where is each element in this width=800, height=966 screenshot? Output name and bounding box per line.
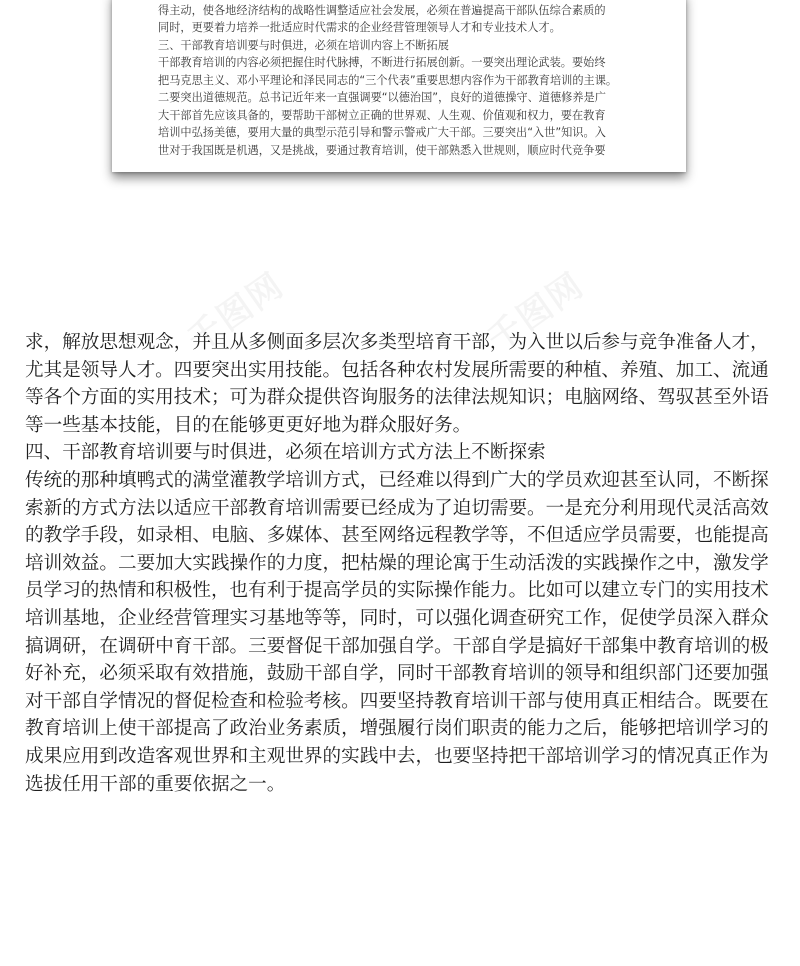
paragraph-line: 传统的那种填鸭式的满堂灌教学培训方式，已经难以得到广大的学员欢迎甚至认同，不断探 [25,469,769,491]
paragraph-line: 选拔任用干部的重要依据之一。 [25,773,286,795]
preview-line: 同时，更要着力培养一批适应时代需求的企业经营管理领导人才和专业技术人才。 [158,21,561,34]
paragraph-line: 等一些基本技能，目的在能够更更好地为群众服好务。 [25,414,472,436]
preview-text-block [158,0,646,159]
preview-line: 大干部首先应该具备的，要帮助干部树立正确的世界观、人生观、价值观和权力，要在教育 [158,108,606,122]
paragraph-line: 培训基地，企业经营管理实习基地等等，同时，可以强化调查研究工作，促使学员深入群众 [25,607,769,629]
preview-line: 培训中弘扬美德，要用大量的典型示范引导和警示警戒广大干部。三要突出“入世”知识。入 [158,126,606,139]
paragraph-line: 培训效益。二要加大实践操作的力度，把枯燥的理论寓于生动活泼的实践操作之中，激发学 [25,552,769,574]
preview-line: 得主动，使各地经济结构的战略性调整适应社会发展，必须在普遍提高干部队伍综合素质的 [158,3,606,17]
paragraph-line: 求，解放思想观念，并且从多侧面多层次多类型培育干部，为入世以后参与竞争准备人才， [25,332,769,353]
document-preview-page [112,0,686,172]
section-heading: 四、干部教育培训要与时俱进，必须在培训方式方法上不断探索 [25,442,546,464]
document-body [25,329,775,798]
paragraph-line: 好补充，必须采取有效措施，鼓励干部自学，同时干部教育培训的领导和组织部门还要加强 [25,663,769,685]
preview-line: 把马克思主义、邓小平理论和泽民同志的“三个代表”重要思想内容作为干部教育培训的主课。 [158,73,618,87]
paragraph-line: 搞调研，在调研中育干部。三要督促干部加强自学。干部自学是搞好干部集中教育培训的极 [25,635,769,657]
preview-heading: 三、干部教育培训要与时俱进，必须在培训内容上不断拓展 [158,38,449,52]
paragraph-line: 尤其是领导人才。四要突出实用技能。包括各种农村发展所需要的种植、养殖、加工、流通 [25,359,769,381]
preview-line: 干部教育培训的内容必须把握住时代脉搏，不断进行拓展创新。一要突出理论武装。要始终 [158,56,606,69]
paragraph-line: 成果应用到改造客观世界和主观世界的实践中去，也要坚持把干部培训学习的情况真正作为 [25,745,769,767]
paragraph-line: 索新的方式方法以适应干部教育培训需要已经成为了迫切需要。一是充分利用现代灵活高效 [25,497,769,519]
preview-line: 世对于我国既是机遇，又是挑战，要通过教育培训，使干部熟悉入世规则，顺应时代竞争要 [158,143,606,157]
paragraph-line: 的教学手段，如录相、电脑、多媒体、甚至网络远程教学等，不但适应学员需要，也能提高 [25,525,769,547]
preview-line: 二要突出道德规范。总书记近年来一直强调要“以德治国”，良好的道德操守、道德修养是广 [158,91,606,104]
paragraph-line: 员学习的热情和积极性，也有利于提高学员的实际操作能力。比如可以建立专门的实用技术 [25,580,769,602]
paragraph-line: 教育培训上使干部提高了政治业务素质，增强履行岗们职责的能力之后，能够把培训学习的 [25,718,769,740]
paragraph-line: 对干部自学情况的督促检查和检验考核。四要坚持教育培训干部与使用真正相结合。既要在 [25,690,769,712]
paragraph-line: 等各个方面的实用技术；可为群众提供咨询服务的法律法规知识；电脑网络、驾驭甚至外语 [25,387,769,409]
